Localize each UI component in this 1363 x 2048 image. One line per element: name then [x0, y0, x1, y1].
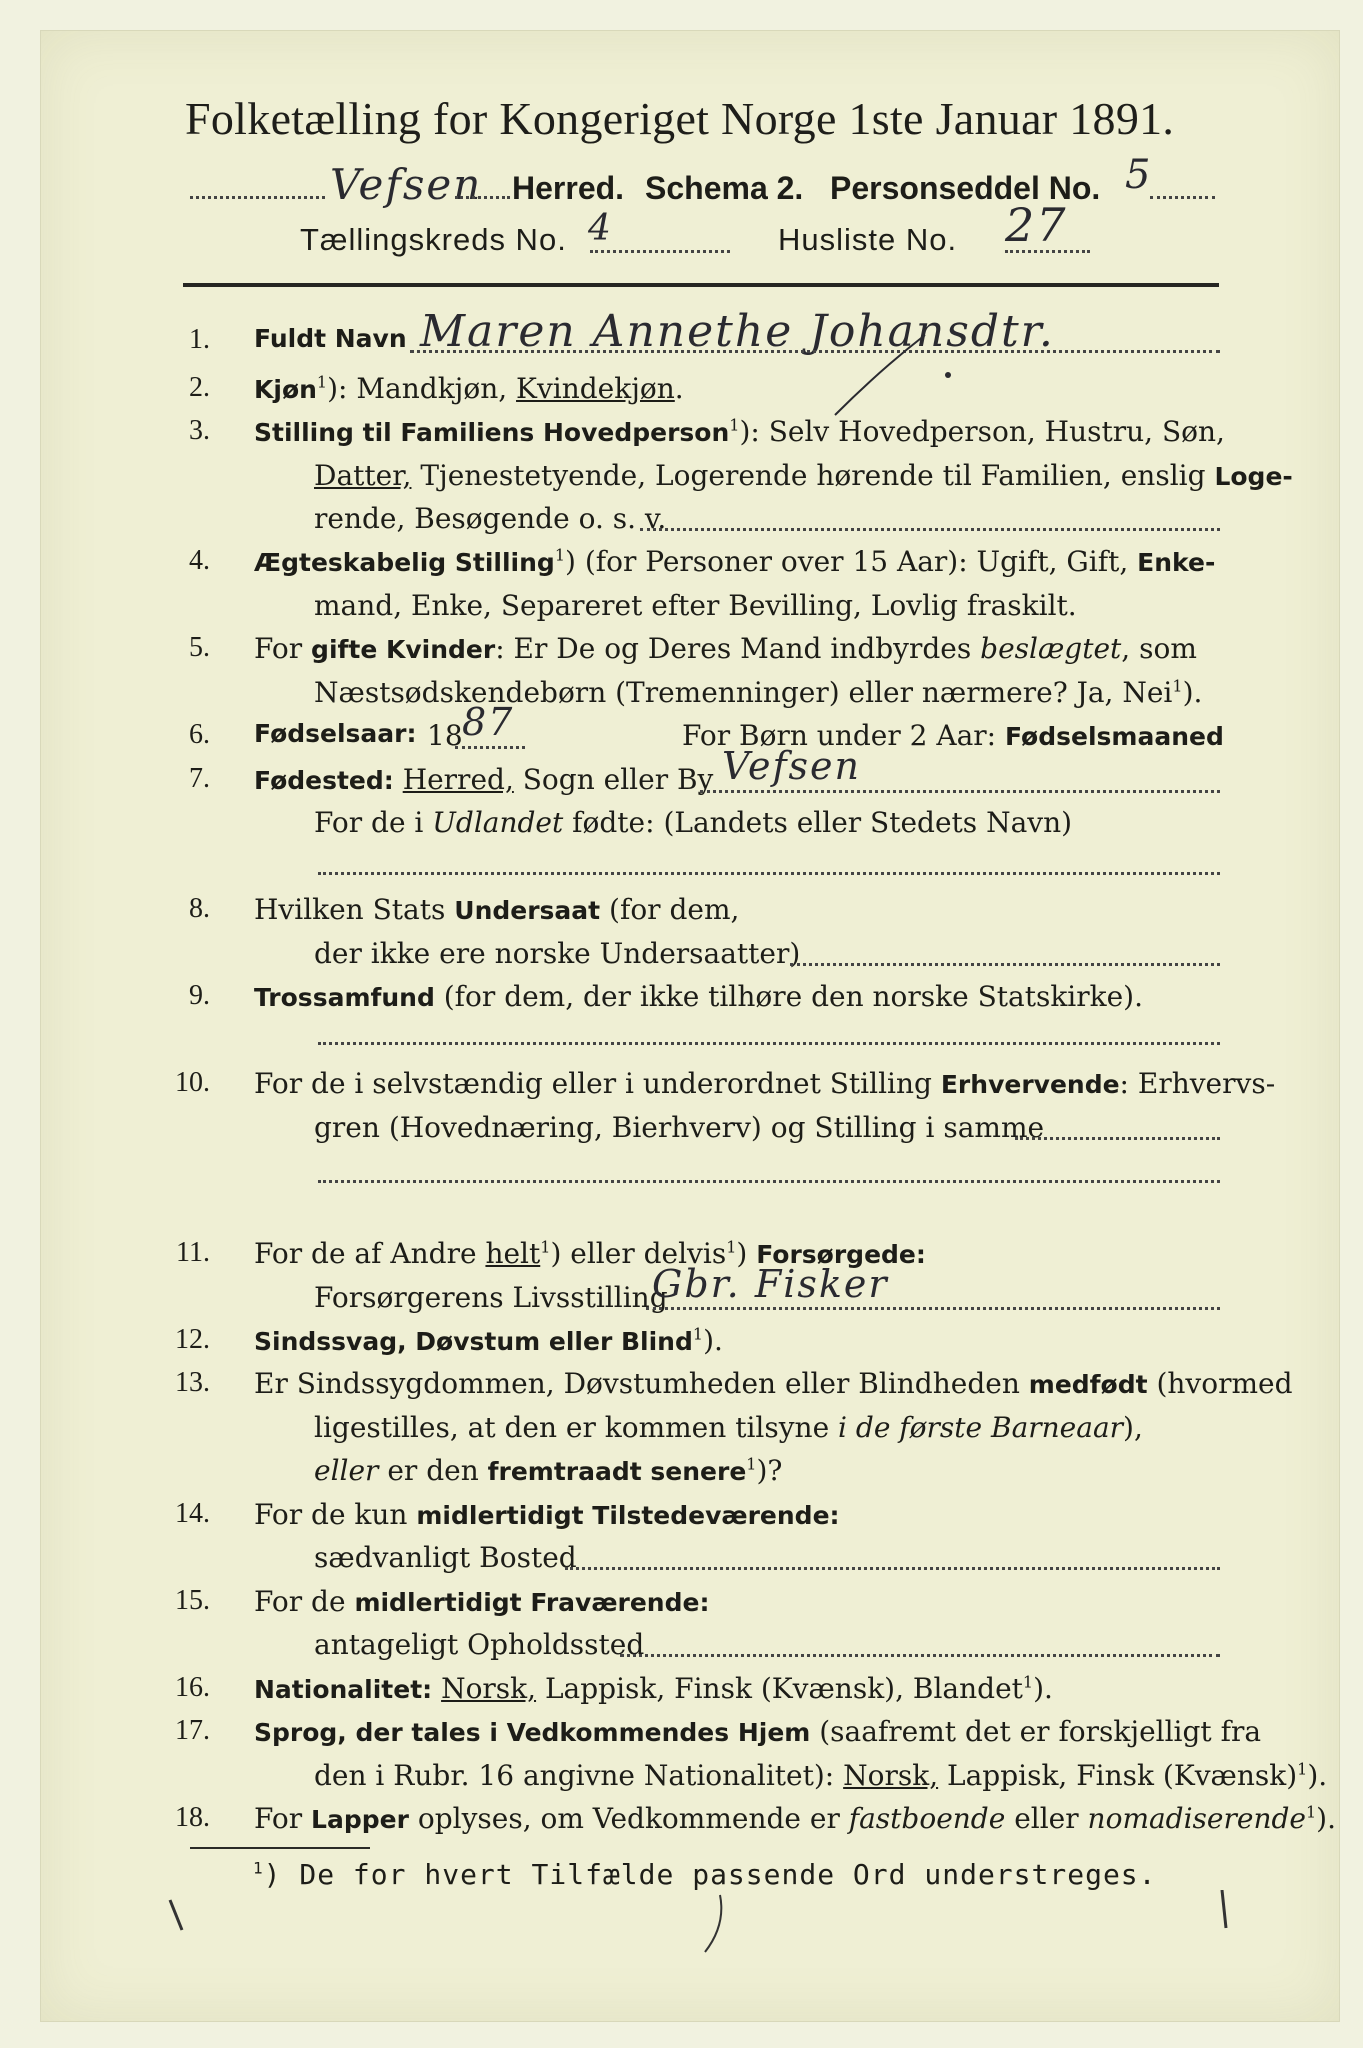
- item-4-bold-end: Enke-: [1137, 548, 1216, 577]
- item-7-label: Fødested:: [254, 766, 394, 795]
- item-15-line-1: [254, 1585, 709, 1618]
- item-16-line: [254, 1672, 1053, 1705]
- item-16-number: 16.: [175, 1672, 210, 1703]
- item-7-extra-dotted-line: [318, 872, 1220, 875]
- item-11-sup-1: 1: [540, 1237, 551, 1257]
- item-15-number: 15.: [175, 1585, 210, 1616]
- item-10-bold: Erhvervende: [940, 1070, 1120, 1099]
- footnote-separator: [190, 1847, 370, 1849]
- item-5-sup: 1: [1172, 676, 1183, 696]
- item-18-b: oplyses, om Vedkommende er: [408, 1802, 849, 1835]
- item-13-line-2-italic: i de første Barneaar: [838, 1411, 1124, 1444]
- item-18-end: ).: [1316, 1802, 1336, 1835]
- item-17-line-2-b: Lappisk, Finsk (Kvænsk): [938, 1759, 1298, 1792]
- item-8-number: 8.: [189, 893, 210, 924]
- item-8-line-2: der ikke ere norske Undersaatter): [314, 937, 801, 970]
- item-9-number: 9.: [189, 980, 210, 1011]
- item-3-line-2: [314, 459, 1293, 492]
- item-18-italic-2: nomadiserende: [1087, 1802, 1306, 1835]
- item-13-line-3-c: )?: [756, 1454, 783, 1487]
- item-1-label: Fuldt Navn: [254, 324, 407, 353]
- item-3-label: Stilling til Familiens Hovedperson: [254, 418, 730, 447]
- kreds-label: Tællingskreds No.: [300, 222, 567, 257]
- item-16-text: Lappisk, Finsk (Kvænsk), Blandet: [536, 1672, 1023, 1705]
- item-8-a: Hvilken Stats: [254, 893, 455, 926]
- birthplace-dotted-line: [700, 790, 1220, 793]
- item-10-extra-dotted-line: [318, 1180, 1220, 1183]
- birth-year-value: 87: [462, 700, 515, 744]
- item-18-a: For: [254, 1802, 312, 1835]
- item-13-line-1: [254, 1367, 1293, 1400]
- item-9-text: (for dem, der ikke tilhøre den norske Statskirke).: [434, 980, 1144, 1013]
- item-8-dotted-line: [790, 963, 1220, 966]
- item-3-underlined: Datter,: [314, 459, 412, 492]
- birthplace-value: Vefsen: [722, 744, 861, 788]
- item-3-number: 3.: [189, 415, 210, 446]
- item-7-line-2-italic: Udlandet: [432, 806, 564, 839]
- item-10-number: 10.: [175, 1067, 210, 1098]
- item-3-dotted-line: [640, 528, 1220, 531]
- name-dotted-line: [410, 350, 1220, 353]
- item-9-dotted-line: [318, 1042, 1220, 1045]
- item-6-number: 6.: [189, 719, 210, 750]
- item-5-text: : Er De og Deres Mand indbyrdes: [495, 632, 981, 665]
- pen-marks: [160, 1890, 1260, 1970]
- item-11-b: ) eller delvis: [550, 1237, 727, 1270]
- item-2-text-a: ): Mandkjøn,: [327, 372, 517, 405]
- item-1-number: 1.: [189, 324, 210, 355]
- item-4-text: ) (for Personer over 15 Aar): Ugift, Gift,: [565, 545, 1138, 578]
- item-4-line-1: [254, 545, 1215, 578]
- item-15-a: For de: [254, 1585, 355, 1618]
- item-16-underlined: Norsk,: [441, 1672, 537, 1705]
- item-12-end: ).: [703, 1324, 723, 1357]
- item-12-label: Sindssvag, Døvstum eller Blind: [254, 1327, 693, 1356]
- item-10-dotted-line: [1015, 1137, 1220, 1140]
- item-8-line-1: [254, 893, 739, 926]
- item-3-text: ): Selv Hovedperson, Hustru, Søn,: [739, 415, 1225, 448]
- item-4-line-2: mand, Enke, Separeret efter Bevilling, Lovlig fraskilt.: [314, 589, 1077, 622]
- item-11-a: For de af Andre: [254, 1237, 486, 1270]
- item-17-sup: 1: [1297, 1759, 1308, 1779]
- item-17-line-2-a: den i Rubr. 16 angivne Nationalitet):: [314, 1759, 844, 1792]
- item-4-sup: 1: [554, 545, 566, 565]
- item-15-dotted-line: [620, 1654, 1220, 1657]
- item-14-bold: midlertidigt Tilstedeværende:: [416, 1501, 840, 1530]
- name-value: Maren Annethe Johansdtr.: [420, 306, 1055, 357]
- item-3-sup: 1: [729, 415, 740, 435]
- page-title: Folketælling for Kongeriget Norge 1ste Januar 1891.: [185, 93, 1175, 144]
- item-16-end: ).: [1033, 1672, 1053, 1705]
- item-3-line-3: rende, Besøgende o. s. v.: [314, 502, 667, 535]
- item-11-sup-2: 1: [726, 1237, 737, 1257]
- item-2-text: [254, 372, 684, 405]
- item-13-line-2-c: ),: [1123, 1411, 1143, 1444]
- item-13-line-3-italic: eller: [314, 1454, 379, 1487]
- item-7-text: Sogn eller By: [513, 763, 714, 796]
- item-2-text-c: .: [674, 372, 684, 405]
- item-6-text-a: For Børn under 2 Aar:: [682, 719, 1005, 752]
- item-7-line-2-a: For de i: [314, 806, 433, 839]
- item-11-bold: Forsørgede:: [756, 1240, 926, 1269]
- item-5-line-1: [254, 632, 1197, 665]
- item-5-line-2: [314, 676, 1202, 709]
- item-14-dotted-line: [565, 1567, 1220, 1570]
- item-13-sup: 1: [746, 1454, 757, 1474]
- item-9-line: [254, 980, 1143, 1013]
- item-6-bold: Fødselsmaaned: [1004, 722, 1224, 751]
- kreds-dotted-line: [590, 250, 730, 253]
- item-12-number: 12.: [175, 1324, 210, 1355]
- schema-label: Schema 2.: [645, 170, 804, 206]
- item-15-line-2: antageligt Opholdssted: [314, 1628, 645, 1661]
- item-7-line-2-b: fødte: (Landets eller Stedets Navn): [563, 806, 1073, 839]
- item-13-c: (hvormed: [1147, 1367, 1293, 1400]
- personseddel-label: Personseddel No.: [830, 170, 1101, 206]
- item-11-underlined: helt: [485, 1237, 541, 1270]
- husliste-value: 27: [1005, 198, 1068, 252]
- item-2-label: Kjøn: [254, 375, 317, 404]
- item-10-line-1: [254, 1067, 1275, 1100]
- item-4-label: Ægteskabelig Stilling: [254, 548, 555, 577]
- item-2-sup: 1: [316, 372, 328, 392]
- item-10-a: For de i selvstændig eller i underordnet Stilling: [254, 1067, 941, 1100]
- item-8-bold: Undersaat: [454, 896, 601, 925]
- herred-value: Vefsen: [330, 160, 483, 209]
- item-14-number: 14.: [175, 1498, 210, 1529]
- item-7-number: 7.: [189, 763, 210, 794]
- item-17-number: 17.: [175, 1715, 210, 1746]
- item-17-line-2: [314, 1759, 1327, 1792]
- item-11-number: 11.: [176, 1237, 210, 1268]
- item-5-pre: For: [254, 632, 312, 665]
- item-8-c: (for dem,: [600, 893, 740, 926]
- item-7-underlined: Herred,: [402, 763, 514, 796]
- header-rule: [183, 283, 1219, 287]
- item-13-number: 13.: [175, 1367, 210, 1398]
- item-12-line: [254, 1324, 723, 1357]
- item-16-sup: 1: [1022, 1672, 1034, 1692]
- footnote: [253, 1858, 1157, 1891]
- birth-year-prefix: 18: [427, 719, 463, 752]
- item-18-label: Lapper: [311, 1805, 409, 1834]
- item-16-label: Nationalitet:: [254, 1675, 433, 1704]
- footnote-sup: 1: [253, 1858, 264, 1878]
- item-5-end: , som: [1121, 632, 1197, 665]
- item-11-dotted-line: [646, 1307, 1220, 1310]
- item-17-underlined: Norsk,: [843, 1759, 939, 1792]
- item-18-italic-1: fastboende: [848, 1802, 1006, 1835]
- item-10-line-2: gren (Hovednæring, Bierhverv) og Stilling i samme: [314, 1111, 1045, 1144]
- item-13-line-2-a: ligestilles, at den er kommen tilsyne: [314, 1411, 839, 1444]
- item-17-line-1: [254, 1715, 1261, 1748]
- footnote-text: ) De for hvert Tilfælde passende Ord understreges.: [263, 1858, 1157, 1891]
- item-5-line-2-end: ).: [1182, 676, 1203, 709]
- item-3-line-1: [254, 415, 1225, 448]
- husliste-dotted-line: [1005, 250, 1090, 253]
- item-11-c: ): [736, 1237, 757, 1270]
- item-17-text: (saafremt det er forskjelligt fra: [810, 1715, 1262, 1748]
- item-14-line-2: sædvanligt Bosted: [314, 1541, 577, 1574]
- pen-stroke: [830, 330, 980, 420]
- provider-occupation-value: Gbr. Fisker: [652, 1262, 889, 1306]
- birth-year-dotted-line: [455, 746, 525, 749]
- item-18-c: eller: [1005, 1802, 1088, 1835]
- item-3-line-2-text: Tjenestetyende, Logerende hørende til Familien, enslig: [411, 459, 1215, 492]
- herred-label: Herred.: [512, 170, 625, 206]
- item-5-label: gifte Kvinder: [311, 635, 496, 664]
- item-13-line-3-a: er den: [378, 1454, 488, 1487]
- item-17-end: ).: [1307, 1759, 1328, 1792]
- item-5-line-2-text: Næstsødskendebørn (Tremenninger) eller nærmere? Ja, Nei: [314, 676, 1173, 709]
- herred-dotted-line: [190, 196, 325, 199]
- item-5-number: 5.: [189, 632, 210, 663]
- item-7-line-2: [314, 806, 1072, 839]
- item-9-label: Trossamfund: [254, 983, 435, 1012]
- item-13-bold: medfødt: [1028, 1370, 1148, 1399]
- item-10-c: : Erhvervs-: [1119, 1067, 1276, 1100]
- item-2-underlined: Kvindekjøn: [516, 372, 675, 405]
- personseddel-value: 5: [1125, 152, 1153, 198]
- husliste-label: Husliste No.: [778, 222, 958, 257]
- item-4-number: 4.: [189, 545, 210, 576]
- herred-dotted-line-2: [455, 196, 510, 199]
- item-15-bold: midlertidigt Fraværende:: [354, 1588, 710, 1617]
- item-2-number: 2.: [189, 372, 210, 403]
- kreds-value: 4: [588, 208, 613, 249]
- item-6-label: Fødselsaar:: [254, 719, 417, 748]
- item-18-line: [254, 1802, 1336, 1835]
- item-5-italic: beslægtet: [980, 632, 1122, 665]
- item-13-line-2: [314, 1411, 1143, 1444]
- item-13-line-3: [314, 1454, 782, 1487]
- personseddel-dotted-line: [1150, 196, 1215, 199]
- item-11-line-2: Forsørgerens Livsstilling: [314, 1281, 668, 1314]
- item-3-line-2-bold: Loge-: [1214, 462, 1293, 491]
- item-18-number: 18.: [175, 1802, 210, 1833]
- item-18-sup: 1: [1305, 1802, 1317, 1822]
- item-14-line-1: [254, 1498, 840, 1531]
- item-13-line-3-bold: fremtraadt senere: [487, 1457, 747, 1486]
- item-13-a: Er Sindssygdommen, Døvstumheden eller Blindheden: [254, 1367, 1029, 1400]
- item-12-sup: 1: [692, 1324, 704, 1344]
- item-7-line-1: [254, 763, 713, 796]
- item-14-a: For de kun: [254, 1498, 417, 1531]
- item-17-label: Sprog, der tales i Vedkommendes Hjem: [254, 1718, 811, 1747]
